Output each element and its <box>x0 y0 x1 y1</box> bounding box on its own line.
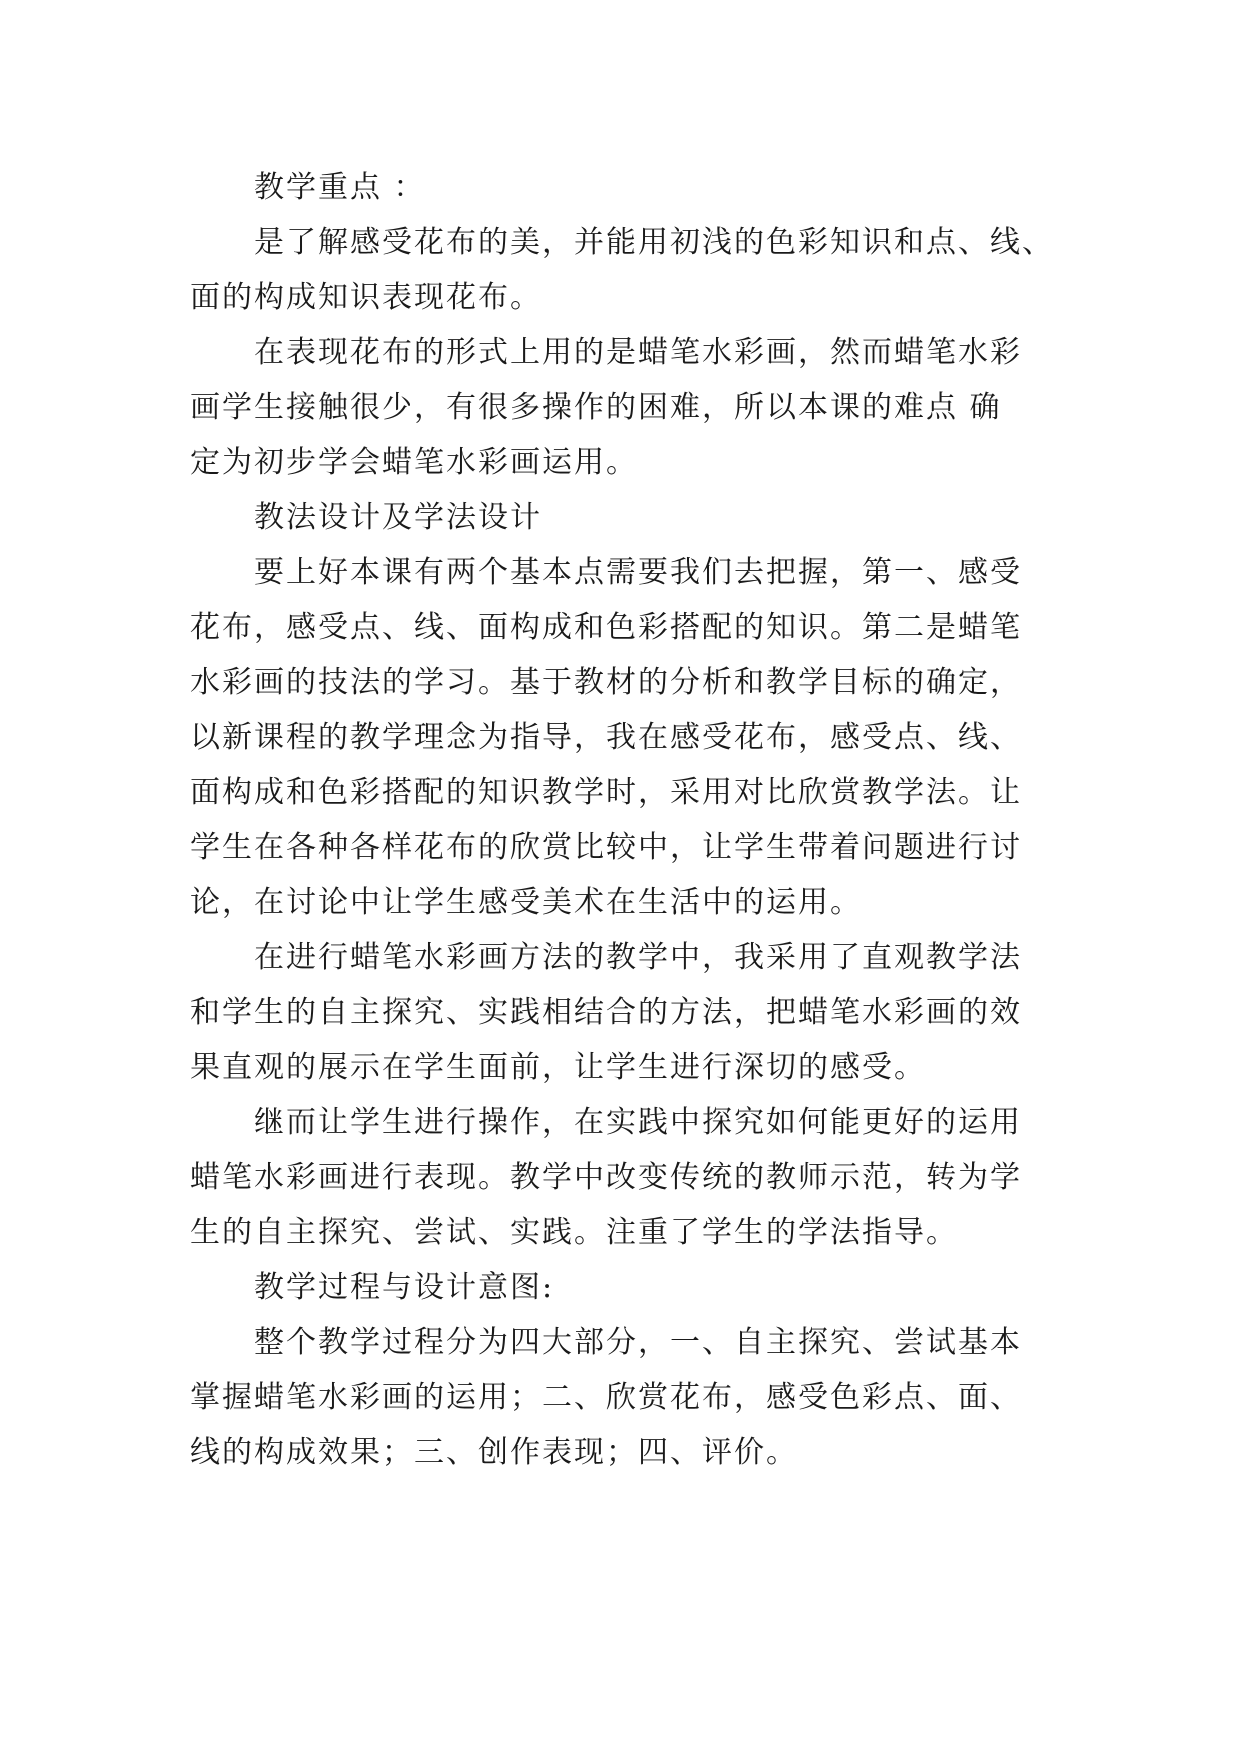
text-line: 教学过程与设计意图: <box>254 1270 555 1305</box>
text-line: 面构成和色彩搭配的知识教学时，采用对比欣赏教学法。让 <box>190 775 1022 810</box>
text-line: 教法设计及学法设计 <box>254 500 542 535</box>
text-line: 水彩画的技法的学习。基于教材的分析和教学目标的确定， <box>190 665 1022 700</box>
text-line: 画学生接触很少，有很多操作的困难，所以本课的难点 确 <box>190 390 1002 425</box>
text-line: 以新课程的教学理念为指导，我在感受花布，感受点、线、 <box>190 720 1022 755</box>
text-line: 和学生的自主探究、实践相结合的方法，把蜡笔水彩画的效 <box>190 995 1022 1030</box>
text-line: 要上好本课有两个基本点需要我们去把握，第一、感受 <box>254 555 1022 590</box>
text-line: 果直观的展示在学生面前，让学生进行深切的感受。 <box>190 1050 926 1085</box>
text-line: 论，在讨论中让学生感受美术在生活中的运用。 <box>190 885 862 920</box>
text-line: 在表现花布的形式上用的是蜡笔水彩画，然而蜡笔水彩 <box>254 335 1022 370</box>
text-line: 面的构成知识表现花布。 <box>190 280 542 315</box>
text-line: 在进行蜡笔水彩画方法的教学中，我采用了直观教学法 <box>254 940 1022 975</box>
text-line: 花布，感受点、线、面构成和色彩搭配的知识。第二是蜡笔 <box>190 610 1022 645</box>
text-line: 定为初步学会蜡笔水彩画运用。 <box>190 445 638 480</box>
text-line: 掌握蜡笔水彩画的运用；二、欣赏花布，感受色彩点、面、 <box>190 1380 1022 1415</box>
text-line: 是了解感受花布的美，并能用初浅的色彩知识和点、线、 <box>254 225 1054 260</box>
text-line: 生的自主探究、尝试、实践。注重了学生的学法指导。 <box>190 1215 958 1250</box>
text-line: 线的构成效果；三、创作表现；四、评价。 <box>190 1435 798 1470</box>
text-line: 继而让学生进行操作，在实践中探究如何能更好的运用 <box>254 1105 1022 1140</box>
text-line: 整个教学过程分为四大部分，一、自主探究、尝试基本 <box>254 1325 1022 1360</box>
document-body <box>190 160 1065 1480</box>
text-line: 蜡笔水彩画进行表现。教学中改变传统的教师示范，转为学 <box>190 1160 1022 1195</box>
text-line: 学生在各种各样花布的欣赏比较中，让学生带着问题进行讨 <box>190 830 1022 865</box>
text-line: 教学重点 ： <box>254 170 426 205</box>
